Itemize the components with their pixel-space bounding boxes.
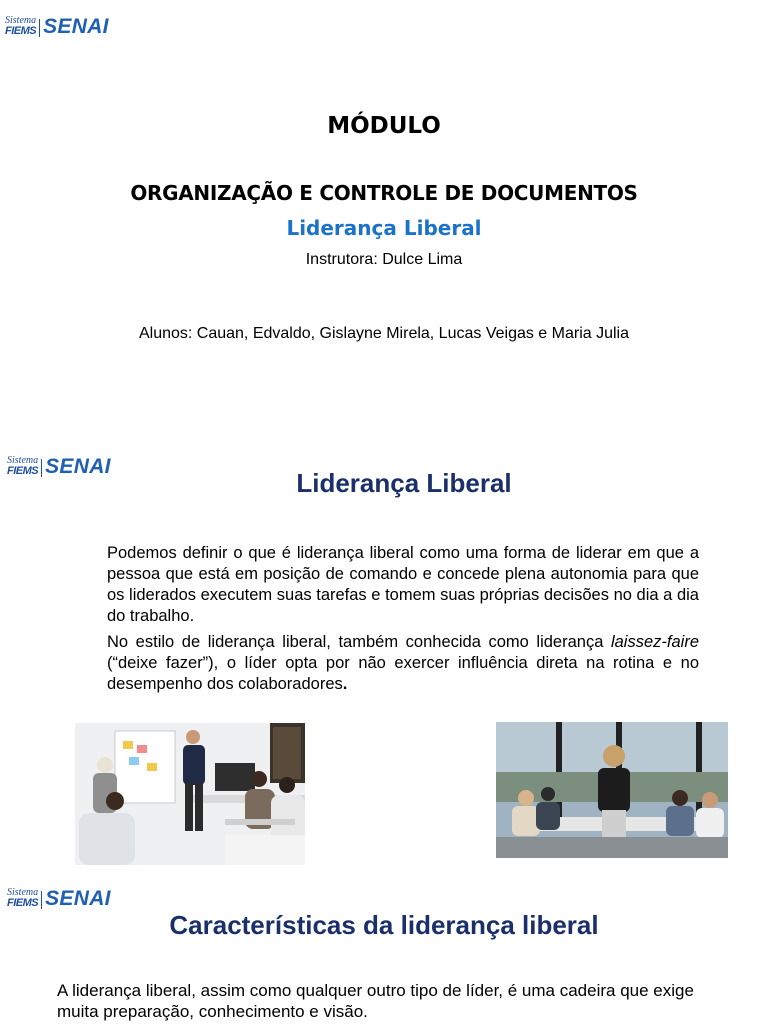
paragraph-text-part1: No estilo de liderança liberal, também conhecida como liderança xyxy=(107,633,611,651)
logo-sistema-fiems xyxy=(7,888,38,909)
laissez-faire-paragraph xyxy=(107,632,699,695)
logo-fiems-text: FIEMS xyxy=(5,25,37,37)
logo-sistema-text: Sistema xyxy=(5,15,37,26)
topic-title: Liderança Liberal xyxy=(286,216,482,240)
students-line: Alunos: Cauan, Edvaldo, Gislayne Mirela, Lucas Veigas e Maria Julia xyxy=(138,325,630,342)
slide-heading: Características da liderança liberal xyxy=(169,910,599,940)
definition-paragraph: Podemos definir o que é liderança liberal como uma forma de liderar em que a pessoa que está em posição de comando e concede plena autonomia para que os liderados executem suas tarefas e tomem suas próprias decisões no dia a dia do trabalho. xyxy=(107,544,699,625)
module-title: MÓDULO xyxy=(327,113,441,139)
course-title: ORGANIZAÇÃO E CONTROLE DE DOCUMENTOS xyxy=(130,181,638,205)
logo-senai-text: SENAI xyxy=(45,455,111,478)
instructor-line: Instrutora: Dulce Lima xyxy=(305,251,463,268)
logo-divider xyxy=(39,19,40,37)
logo-sistema-text: Sistema xyxy=(7,887,39,898)
logo-sistema-text: Sistema xyxy=(7,455,39,466)
paragraph-italic-term: laissez-faire xyxy=(610,633,699,651)
characteristics-slide xyxy=(0,878,768,1024)
cover-slide xyxy=(0,0,768,430)
logo-divider xyxy=(41,891,42,909)
senai-logo xyxy=(7,888,111,909)
paragraph-text-part2: (“deixe fazer”), o líder opta por não exercer influência direta na rotina e no desempenho dos colaboradores xyxy=(107,654,699,693)
logo-sistema-fiems xyxy=(5,16,36,37)
liberal-leadership-slide xyxy=(0,440,768,870)
senai-logo xyxy=(5,16,109,37)
logo-senai-text: SENAI xyxy=(45,887,111,910)
paragraph-end-mark: . xyxy=(342,675,348,693)
logo-senai-text: SENAI xyxy=(43,15,109,38)
logo-fiems-text: FIEMS xyxy=(7,897,39,909)
slide-heading: Liderança Liberal xyxy=(296,468,512,498)
woman-presenting-to-team-photo xyxy=(496,722,728,858)
characteristics-paragraph: A liderança liberal, assim como qualquer outro tipo de líder, é uma cadeira que exige muita preparação, conhecimento e visão. xyxy=(57,981,694,1021)
team-meeting-whiteboard-photo xyxy=(75,723,305,865)
logo-fiems-text: FIEMS xyxy=(7,465,39,477)
